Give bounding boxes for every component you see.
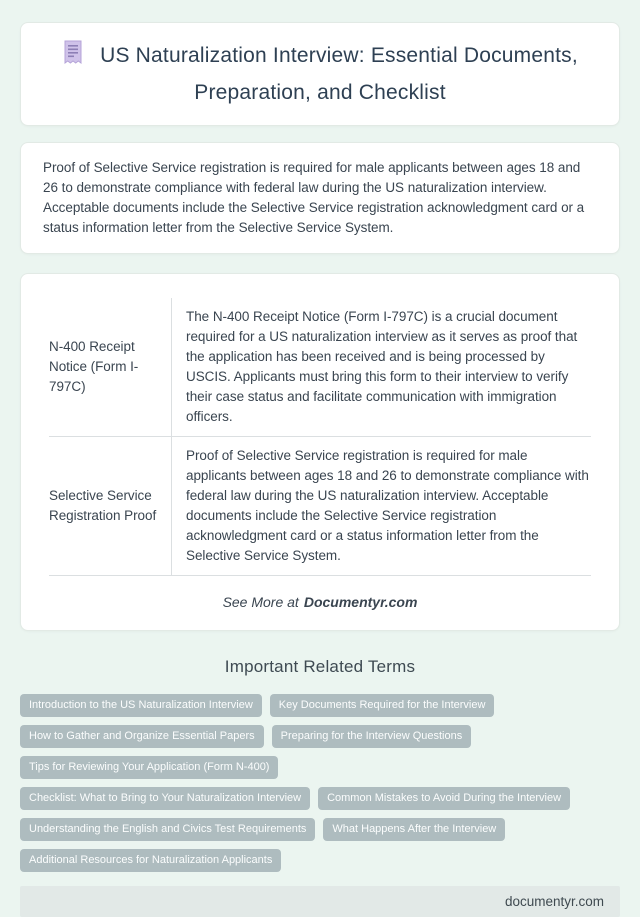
see-more-prefix: See More at: [222, 594, 299, 610]
term-cell: N-400 Receipt Notice (Form I-797C): [49, 298, 172, 437]
tag-row: [20, 787, 620, 810]
tag-preparing-questions[interactable]: Preparing for the Interview Questions: [272, 725, 472, 748]
see-more-text: [49, 594, 591, 610]
see-more-site-link[interactable]: Documentyr.com: [303, 594, 418, 610]
footer-site-link[interactable]: documentyr.com: [504, 894, 604, 909]
description-cell: Proof of Selective Service registration is required for male applicants between ages 18 and 26 to demonstrate compliance with federal law during the US naturalization interview. Acceptable documents include the Selective Service registration acknowledgment card or a status information letter from the Selective Service System.: [172, 437, 592, 576]
tag-row: [20, 818, 620, 841]
tag-row: [20, 756, 620, 779]
tag-gather-organize[interactable]: How to Gather and Organize Essential Papers: [20, 725, 264, 748]
receipt-icon: [62, 40, 84, 76]
tag-after-interview[interactable]: What Happens After the Interview: [323, 818, 505, 841]
tag-checklist-bring[interactable]: Checklist: What to Bring to Your Naturalization Interview: [20, 787, 310, 810]
summary-text: Proof of Selective Service registration is required for male applicants between ages 18 and 26 to demonstrate compliance with federal law during the US naturalization interview. Acceptable documents include the Selective Service registration acknowledgment card or a status information letter from the Selective Service System.: [43, 160, 585, 235]
documents-table: [49, 298, 591, 576]
tag-additional-resources[interactable]: Additional Resources for Naturalization Applicants: [20, 849, 281, 872]
page-title-text: US Naturalization Interview: Essential Documents, Preparation, and Checklist: [100, 44, 578, 104]
related-terms-tags: [20, 694, 620, 872]
tag-introduction[interactable]: Introduction to the US Naturalization Interview: [20, 694, 262, 717]
tag-row: [20, 849, 620, 872]
related-terms-heading: Important Related Terms: [224, 657, 416, 676]
documents-card: [20, 273, 620, 631]
table-row: [49, 437, 591, 576]
tag-common-mistakes[interactable]: Common Mistakes to Avoid During the Interview: [318, 787, 570, 810]
tag-row: [20, 694, 620, 717]
tag-reviewing-application[interactable]: Tips for Reviewing Your Application (Form N-400): [20, 756, 278, 779]
table-row: [49, 298, 591, 437]
description-cell: The N-400 Receipt Notice (Form I-797C) is a crucial document required for a US naturalization interview as it serves as proof that the application has been received and is being processed by USCIS. Applicants must bring this form to their interview to verify their case status and facilitate communication with immigration officers.: [172, 298, 592, 437]
tag-row: [20, 725, 620, 748]
summary-card: [20, 142, 620, 254]
tag-key-documents[interactable]: Key Documents Required for the Interview: [270, 694, 495, 717]
tag-english-civics-test[interactable]: Understanding the English and Civics Test Requirements: [20, 818, 315, 841]
term-cell: Selective Service Registration Proof: [49, 437, 172, 576]
title-card: [20, 22, 620, 126]
page-title: [55, 39, 585, 109]
footer-bar: [20, 886, 620, 917]
